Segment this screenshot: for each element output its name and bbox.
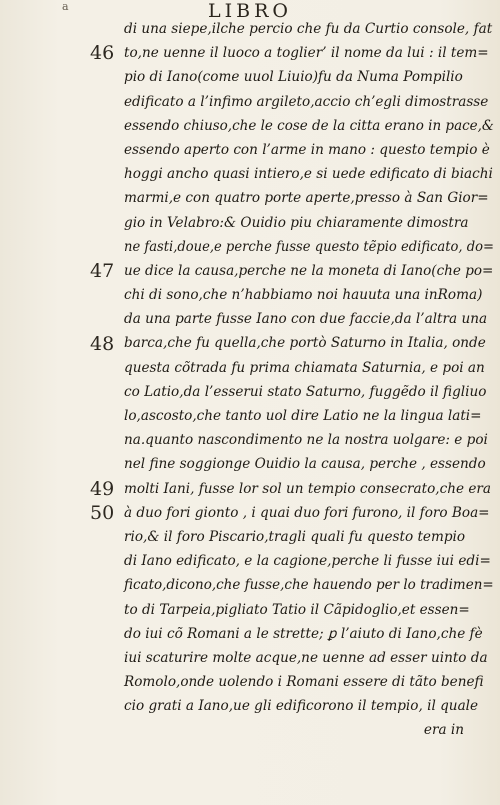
text-line: ficato,dicono,che fusse,che hauendo per lo tradimen=: [124, 577, 494, 594]
text-line: di una siepe,ilche percio che fu da Curtio console, fat: [124, 21, 493, 37]
text-line: ne fasti,doue,e perche fusse questo tẽpio edificato, do=: [124, 238, 494, 255]
margin-number: 48: [90, 332, 115, 355]
text-line: ue dice la causa,perche ne la moneta di Iano(che po=: [124, 262, 494, 279]
text-line: edificato a l’infimo argileto,accio ch’egli dimostrasse: [124, 93, 489, 110]
text-line: cio grati a Iano,ue gli edificorono il tempio, il quale: [124, 698, 479, 715]
text-line: barca,che fu quella,che portò Saturno in Italia, onde: [124, 335, 486, 352]
margin-number: 49: [90, 477, 115, 500]
text-line: rio,& il foro Piscario,tragli quali fu questo tempio: [124, 528, 466, 545]
text-line: essendo chiuso,che le cose de la citta erano in pace,&: [124, 117, 494, 134]
margin-number: 46: [90, 42, 115, 65]
text-line: to,ne uenne il luoco a toglier’ il nome da lui : il tem=: [124, 45, 489, 62]
text-line: na.quanto nascondimento ne la nostra uolgare: e poi: [124, 432, 488, 449]
margin-number: 50: [90, 502, 115, 524]
text-block: [124, 17, 492, 743]
text-line: nel fine soggionge Ouidio la causa, perche , essendo: [124, 456, 486, 473]
text-line: gio in Velabro:& Ouidio piu chiaramente dimostra: [124, 214, 469, 231]
text-line: à duo fori gionto , i quai duo fori furono, il foro Boa=: [124, 504, 490, 521]
text-line: da una parte fusse Iano con due faccie,da l’altra una: [124, 311, 488, 328]
text-line: chi di sono,che n’habbiamo noi hauuta una inRoma): [124, 287, 483, 304]
text-line: era in: [423, 722, 464, 739]
text-line: iui scaturire molte acque,ne uenne ad esser uinto da: [124, 649, 488, 666]
text-line: di Iano edificato, e la cagione,perche li fusse iui edi=: [124, 553, 491, 570]
text-line: do iui cõ Romani a le strette; ꝑ l’aiuto di Iano,che fè: [124, 625, 483, 642]
text-line: marmi,e con quatro porte aperte,presso à San Gior=: [124, 190, 489, 207]
text-line: essendo aperto con l’arme in mano : questo tempio è: [124, 141, 490, 158]
running-head: LIBRO: [208, 0, 292, 22]
text-line: questa cõtrada fu prima chiamata Saturnia, e poi an: [124, 359, 485, 376]
margin-number: 47: [90, 260, 115, 282]
text-line: molti Iani, fusse lor sol un tempio consecrato,che era: [124, 480, 491, 497]
text-line: to di Tarpeia,pigliato Tatio il Cãpidoglio,et essen=: [124, 601, 470, 618]
text-line: co Latio,da l’esserui stato Saturno, fuggẽdo il figliuo: [124, 383, 487, 400]
text-line: pio di Iano(come uuol Liuio)fu da Numa Pompilio: [124, 69, 463, 86]
folio-marker: a: [62, 0, 69, 13]
text-line: Romolo,onde uolendo i Romani essere di tãto benefi: [124, 674, 484, 691]
text-line: hoggi ancho quasi intiero,e si uede edificato di biachi: [124, 166, 493, 183]
text-line: lo,ascosto,che tanto uol dire Latio ne la lingua lati=: [124, 408, 482, 424]
